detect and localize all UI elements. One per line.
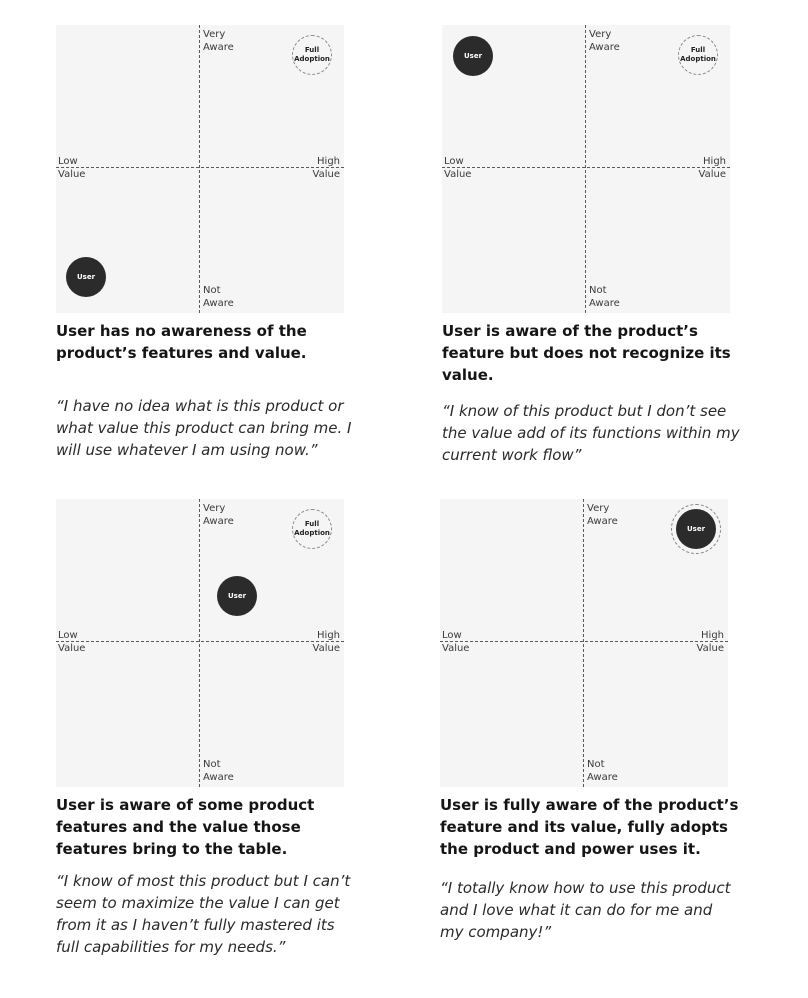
full-adoption-circle: Full Adoption <box>678 35 718 75</box>
label-not-aware: Not Aware <box>203 285 234 309</box>
matrix-panel-3 <box>56 499 344 787</box>
horizontal-axis <box>440 641 728 642</box>
label-very-aware: Very Aware <box>203 29 234 53</box>
label-very-aware: Very Aware <box>589 29 620 53</box>
label-not-aware: Not Aware <box>203 759 234 783</box>
vertical-axis <box>583 499 584 787</box>
panel-1-quote: “I have no idea what is this product or what value this product can bring me. I will use whatever I am using now.” <box>56 397 352 459</box>
label-low-value: Low Value <box>442 630 470 654</box>
user-circle: User <box>66 257 106 297</box>
label-low-value: Low Value <box>444 156 472 180</box>
panel-2-heading: User is aware of the product’s feature but does not recognize its value. <box>442 322 731 384</box>
label-very-aware: Very Aware <box>203 503 234 527</box>
label-not-aware: Not Aware <box>587 759 618 783</box>
panel-3-quote: “I know of most this product but I can’t seem to maximize the value I can get from it as I haven’t fully mastered its full capabilities for my needs.” <box>56 872 351 956</box>
horizontal-axis <box>56 641 344 642</box>
panel-3-heading: User is aware of some product features and the value those features bring to the table. <box>56 796 315 858</box>
panel-4-quote: “I totally know how to use this product and I love what it can do for me and my company!” <box>440 879 731 941</box>
full-adoption-circle: Full Adoption <box>292 509 332 549</box>
panel-2-quote: “I know of this product but I don’t see the value add of its functions within my current work flow” <box>442 402 740 464</box>
label-low-value: Low Value <box>58 630 86 654</box>
user-circle: User <box>676 509 716 549</box>
user-circle: User <box>453 36 493 76</box>
horizontal-axis <box>442 167 730 168</box>
label-high-value: High Value <box>312 156 340 180</box>
vertical-axis <box>199 499 200 787</box>
label-high-value: High Value <box>696 630 724 654</box>
matrix-panel-1 <box>56 25 344 313</box>
label-high-value: High Value <box>312 630 340 654</box>
panel-4-heading: User is fully aware of the product’s feature and its value, fully adopts the product and power uses it. <box>440 796 739 858</box>
full-adoption-circle: Full Adoption <box>292 35 332 75</box>
label-low-value: Low Value <box>58 156 86 180</box>
vertical-axis <box>585 25 586 313</box>
label-very-aware: Very Aware <box>587 503 618 527</box>
vertical-axis <box>199 25 200 313</box>
label-high-value: High Value <box>698 156 726 180</box>
label-not-aware: Not Aware <box>589 285 620 309</box>
matrix-panel-2 <box>442 25 730 313</box>
horizontal-axis <box>56 167 344 168</box>
matrix-panel-4 <box>440 499 728 787</box>
user-circle: User <box>217 576 257 616</box>
panel-1-heading: User has no awareness of the product’s features and value. <box>56 322 307 362</box>
